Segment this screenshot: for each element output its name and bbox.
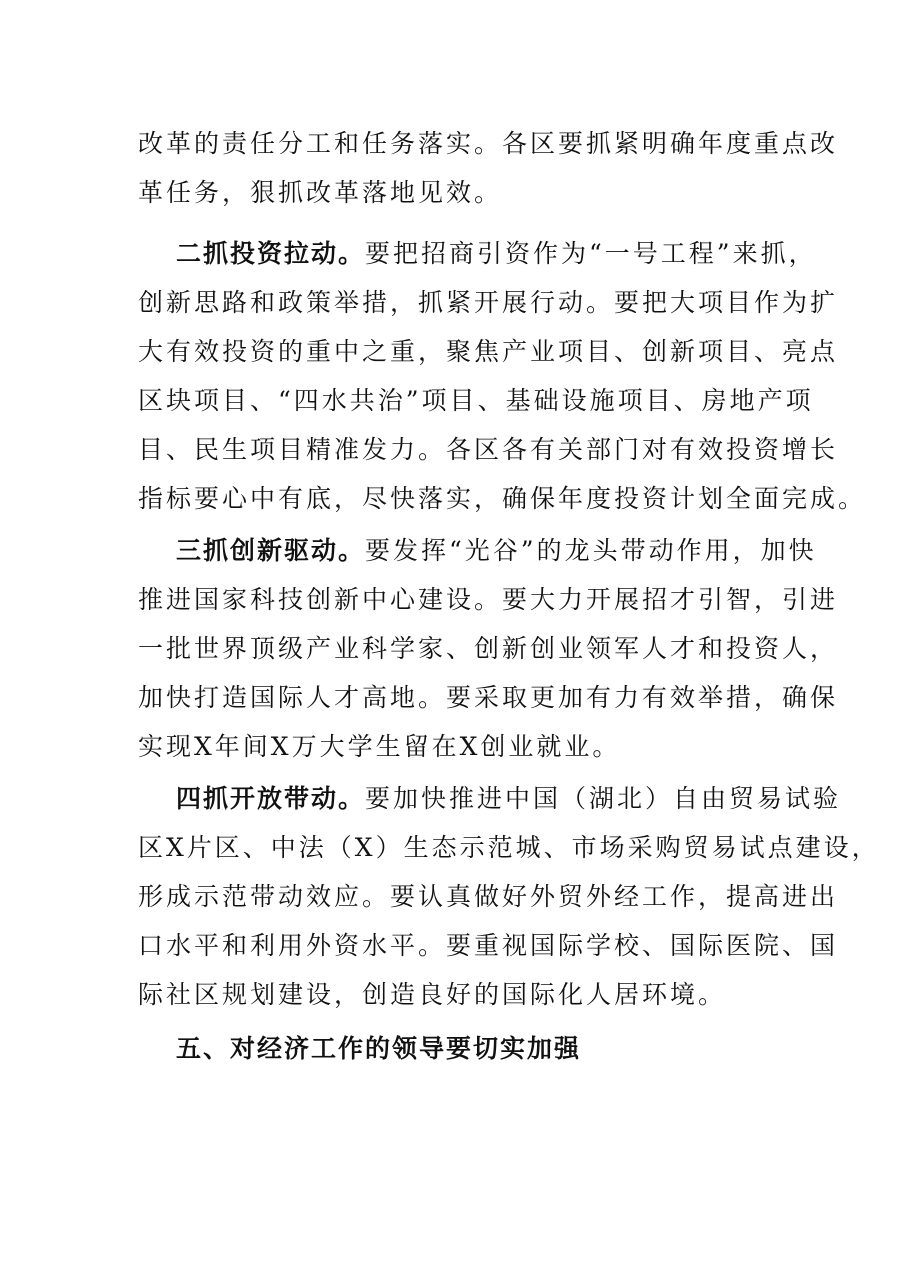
section-heading: 五、对经济工作的领导要切实加强 bbox=[176, 1034, 582, 1063]
text-line: 大有效投资的重中之重，聚焦产业项目、创新项目、亮点 bbox=[138, 337, 839, 366]
paragraph-opening bbox=[138, 774, 880, 1019]
text-line bbox=[138, 526, 817, 575]
paragraph-lead: 三抓创新驱动。 bbox=[176, 536, 366, 565]
paragraph-lead: 四抓开放带动。 bbox=[176, 784, 366, 813]
text-line: 一批世界顶级产业科学家、创新创业领军人才和投资人， bbox=[138, 634, 839, 663]
paragraph-lead: 二抓投资拉动。 bbox=[176, 239, 366, 268]
text-line: 创新思路和政策举措，抓紧开展行动。要把大项目作为扩 bbox=[138, 288, 839, 317]
text-line: 革任务，狠抓改革落地见效。 bbox=[138, 178, 503, 207]
text-line: 指标要心中有底，尽快落实，确保年度投资计划全面完成。 bbox=[138, 484, 867, 513]
paragraph-reform-continued bbox=[138, 119, 839, 217]
text-line bbox=[138, 774, 842, 823]
text-line: 区块项目、“四水共治”项目、基础设施项目、房地产项 bbox=[138, 386, 814, 415]
text-line: 口水平和利用外资水平。要重视国际学校、国际医院、国 bbox=[138, 931, 839, 960]
text-line: 加快打造国际人才高地。要采取更加有力有效举措，确保 bbox=[138, 683, 839, 712]
text-line: 实现X年间X万大学生留在X创业就业。 bbox=[138, 732, 621, 761]
text-line: 推进国家科技创新中心建设。要大力开展招才引智，引进 bbox=[138, 585, 839, 614]
text-line: 目、民生项目精准发力。各区各有关部门对有效投资增长 bbox=[138, 435, 839, 464]
paragraph-investment bbox=[138, 229, 867, 523]
text-line: 际社区规划建设，创造良好的国际化人居环境。 bbox=[138, 980, 727, 1009]
paragraph-innovation bbox=[138, 526, 839, 771]
text-line: 区X片区、中法（X）生态示范城、市场采购贸易试点建设， bbox=[138, 833, 880, 862]
text-span: 要发挥“光谷”的龙头带动作用，加快 bbox=[365, 536, 817, 565]
text-line bbox=[138, 229, 817, 278]
text-span: 要加快推进中国（湖北）自由贸易试验 bbox=[365, 784, 842, 813]
text-line: 形成示范带动效应。要认真做好外贸外经工作，提高进出 bbox=[138, 882, 839, 911]
text-line: 改革的责任分工和任务落实。各区要抓紧明确年度重点改 bbox=[138, 129, 839, 158]
text-span: 要把招商引资作为“一号工程”来抓， bbox=[365, 239, 817, 268]
